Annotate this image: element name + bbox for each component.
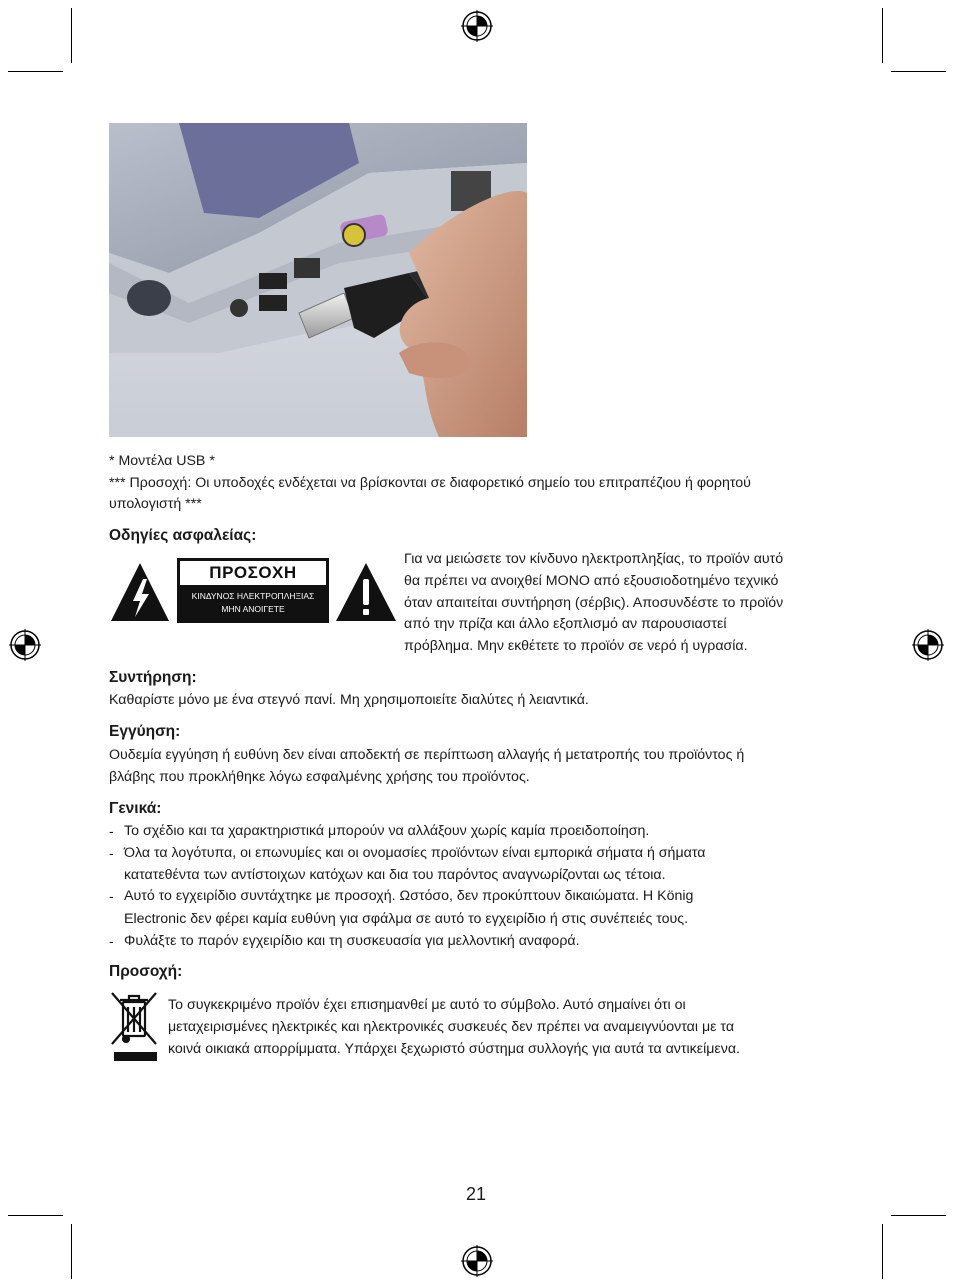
general-heading: Γενικά: — [109, 800, 162, 817]
warranty-text-line: Ουδεμία εγγύηση ή ευθύνη δεν είναι αποδεκτή σε περίπτωση αλλαγής ή μετατροπής του προϊόντος ή — [109, 747, 745, 763]
caution-label-line: ΚΙΝΔΥΝΟΣ ΗΛΕΚΤΡΟΠΛΗΞΙΑΣ — [191, 591, 315, 601]
caution-label — [177, 558, 329, 623]
crop-mark — [891, 1215, 946, 1216]
attention-text-line: Το συγκεκριμένο προϊόν έχει επισημανθεί με αυτό το σύμβολο. Αυτό σημαίνει ότι οι — [168, 997, 686, 1013]
general-item-line: Αυτό το εγχειρίδιο συντάχτηκε με προσοχή. Ωστόσο, δεν προκύπτουν δικαιώματα. Η König — [124, 888, 694, 904]
general-item-line: Φυλάξτε το παρόν εγχειρίδιο και τη συσκευασία για μελλοντική αναφορά. — [124, 933, 580, 949]
crossed-out-bin-icon — [109, 990, 159, 1064]
usb-models-note: * Μοντέλα USB * — [109, 453, 215, 469]
general-item-line: Το σχέδιο και τα χαρακτηριστικά μπορούν να αλλάξουν χωρίς καμία προειδοποίηση. — [124, 823, 650, 839]
bullet-dash: - — [109, 824, 114, 840]
general-item-line: κατατεθέντα των αντίστοιχων κατόχων και δια του παρόντος αναγνωρίζονται ως τέτοια. — [124, 867, 666, 883]
registration-mark-icon — [9, 629, 41, 661]
crop-mark — [71, 8, 72, 63]
safety-heading: Οδηγίες ασφαλείας: — [109, 527, 257, 544]
safety-text-line: θα πρέπει να ανοιχθεί ΜΟΝΟ από εξουσιοδοτημένο τεχνικό — [404, 573, 779, 589]
attention-text-line: μεταχειρισμένες ηλεκτρικές και ηλεκτρονικές συσκευές δεν πρέπει να αναμειγνύονται με τα — [168, 1019, 735, 1035]
electric-shock-warning-icon — [109, 561, 171, 623]
caution-label-line: ΜΗΝ ΑΝΟΙΓΕΤΕ — [221, 604, 285, 614]
registration-mark-icon — [912, 629, 944, 661]
maintenance-heading: Συντήρηση: — [109, 669, 197, 686]
page-number: 21 — [465, 1184, 487, 1204]
safety-text-line: Για να μειώσετε τον κίνδυνο ηλεκτροπληξίας, το προϊόν αυτό — [404, 551, 784, 567]
location-warning-line: *** Προσοχή: Οι υποδοχές ενδέχεται να βρίσκονται σε διαφορετικό σημείο του επιτραπέζιου ή φορητού — [109, 475, 751, 491]
usb-connection-photo — [109, 123, 527, 437]
general-item-line: Electronic δεν φέρει καμία ευθύνη για σφάλμα σε αυτό το εγχειρίδιο ή στις συνέπειές τους. — [124, 911, 689, 927]
crop-mark — [71, 1224, 72, 1279]
safety-text-line: πρόβλημα. Μην εκθέτετε το προϊόν σε νερό ή υγρασία. — [404, 638, 748, 654]
maintenance-text: Καθαρίστε μόνο με ένα στεγνό πανί. Μη χρησιμοποιείτε διαλύτες ή λειαντικά. — [109, 692, 589, 708]
general-item-line: Όλα τα λογότυπα, οι επωνυμίες και οι ονομασίες προϊόντων είναι εμπορικά σήματα ή σήματα — [124, 845, 706, 861]
crop-mark — [8, 1215, 63, 1216]
warranty-heading: Εγγύηση: — [109, 723, 181, 740]
safety-text-line: από την πρίζα και άλλο εξοπλισμό αν παρουσιαστεί — [404, 616, 727, 632]
registration-mark-icon — [461, 10, 493, 42]
attention-text-line: κοινά οικιακά απορρίμματα. Υπάρχει ξεχωριστό σύστημα συλλογής για αυτά τα αντικείμενα. — [168, 1041, 740, 1057]
crop-mark — [882, 1224, 883, 1279]
bullet-dash: - — [109, 889, 114, 905]
exclamation-warning-icon — [334, 561, 398, 623]
location-warning-line: υπολογιστή *** — [109, 496, 202, 512]
caution-label-title: ΠΡΟΣΟΧΗ — [180, 561, 326, 585]
warranty-text-line: βλάβης που προκλήθηκε λόγω εσφαλμένης χρήσης του προϊόντος. — [109, 769, 530, 785]
crop-mark — [891, 71, 946, 72]
bullet-dash: - — [109, 934, 114, 950]
registration-mark-icon — [461, 1245, 493, 1277]
crop-mark — [882, 8, 883, 63]
bullet-dash: - — [109, 846, 114, 862]
attention-heading: Προσοχή: — [109, 963, 183, 980]
safety-text-line: όταν απαιτείται συντήρηση (σέρβις). Αποσυνδέστε το προϊόν — [404, 595, 784, 611]
crop-mark — [8, 71, 63, 72]
